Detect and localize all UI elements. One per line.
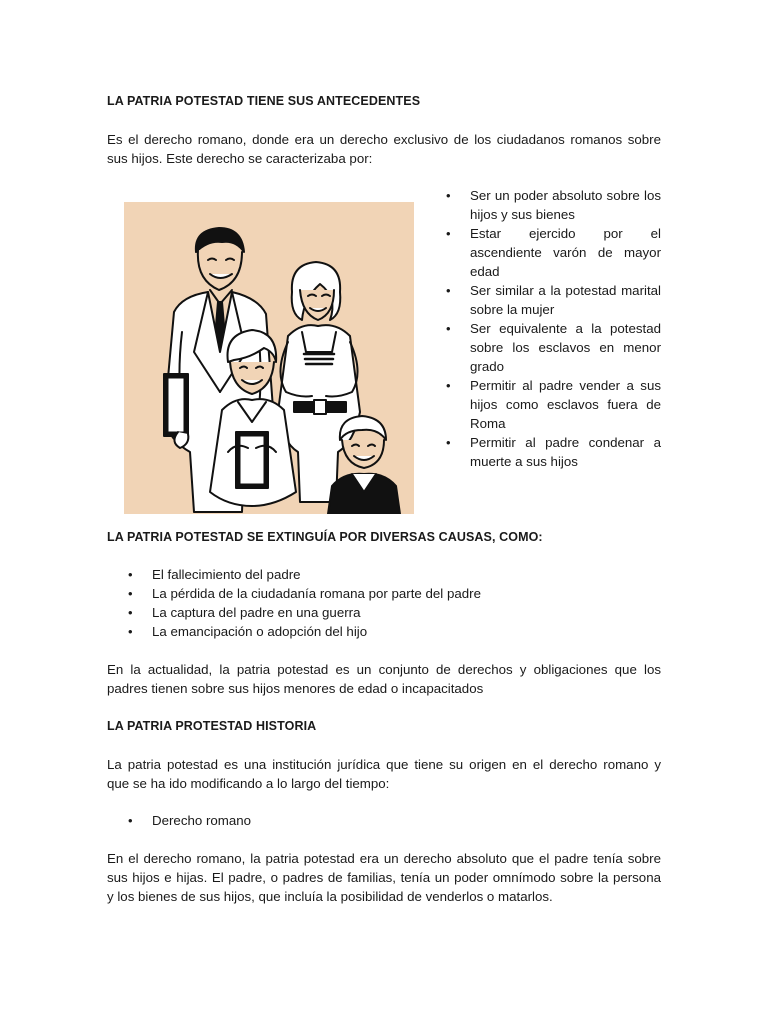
family-drawing — [124, 202, 414, 514]
roman-law-line-2: sus hijos e hijas. El padre, o padres de familias, tenía un poder omnímodo sobre la persona — [107, 870, 661, 885]
intro-paragraph — [107, 130, 661, 168]
list-item: • Derecho romano — [128, 811, 428, 830]
causes-list — [128, 565, 628, 641]
list-item: • La pérdida de la ciudadanía romana por parte del padre — [128, 584, 628, 603]
list-item: • Ser equivalente a la potestad sobre los esclavos en menor grado — [446, 319, 661, 376]
history-intro-line-2: que se ha ido modificando a lo largo del tiempo: — [107, 776, 390, 791]
family-illustration — [124, 202, 414, 514]
current-paragraph — [107, 660, 661, 698]
roman-law-line-1: En el derecho romano, la patria potestad era un derecho absoluto que el padre tenía sobre — [107, 851, 661, 866]
history-intro-line-1: La patria potestad es una institución jurídica que tiene su origen en el derecho romano y — [107, 757, 661, 772]
list-item: • El fallecimiento del padre — [128, 565, 628, 584]
list-item: • La emancipación o adopción del hijo — [128, 622, 628, 641]
history-list — [128, 811, 428, 830]
list-item: • Ser similar a la potestad marital sobre la mujer — [446, 281, 661, 319]
list-item: • Permitir al padre condenar a muerte a sus hijos — [446, 433, 661, 471]
list-item: • Estar ejercido por el ascendiente varón de mayor edad — [446, 224, 661, 281]
list-item: • Permitir al padre vender a sus hijos como esclavos fuera de Roma — [446, 376, 661, 433]
list-item: • Ser un poder absoluto sobre los hijos y sus bienes — [446, 186, 661, 224]
current-line-1: En la actualidad, la patria potestad es un conjunto de derechos y obligaciones que los — [107, 662, 661, 677]
characteristics-list — [446, 186, 661, 471]
current-line-2: padres tienen sobre sus hijos menores de edad o incapacitados — [107, 681, 484, 696]
roman-law-paragraph — [107, 849, 661, 906]
heading-antecedentes: LA PATRIA POTESTAD TIENE SUS ANTECEDENTES — [107, 94, 421, 108]
intro-line-1: Es el derecho romano, donde era un derecho exclusivo de los ciudadanos romanos sobre — [107, 132, 661, 147]
list-item: • La captura del padre en una guerra — [128, 603, 628, 622]
heading-historia: LA PATRIA PROTESTAD HISTORIA — [107, 719, 317, 733]
intro-line-2: sus hijos. Este derecho se caracterizaba por: — [107, 151, 373, 166]
history-intro-paragraph — [107, 755, 661, 793]
roman-law-line-3: y los bienes de sus hijos, que incluía la posibilidad de venderlos o matarlos. — [107, 889, 553, 904]
heading-extincion: LA PATRIA POTESTAD SE EXTINGUÍA POR DIVERSAS CAUSAS, COMO: — [107, 530, 543, 544]
